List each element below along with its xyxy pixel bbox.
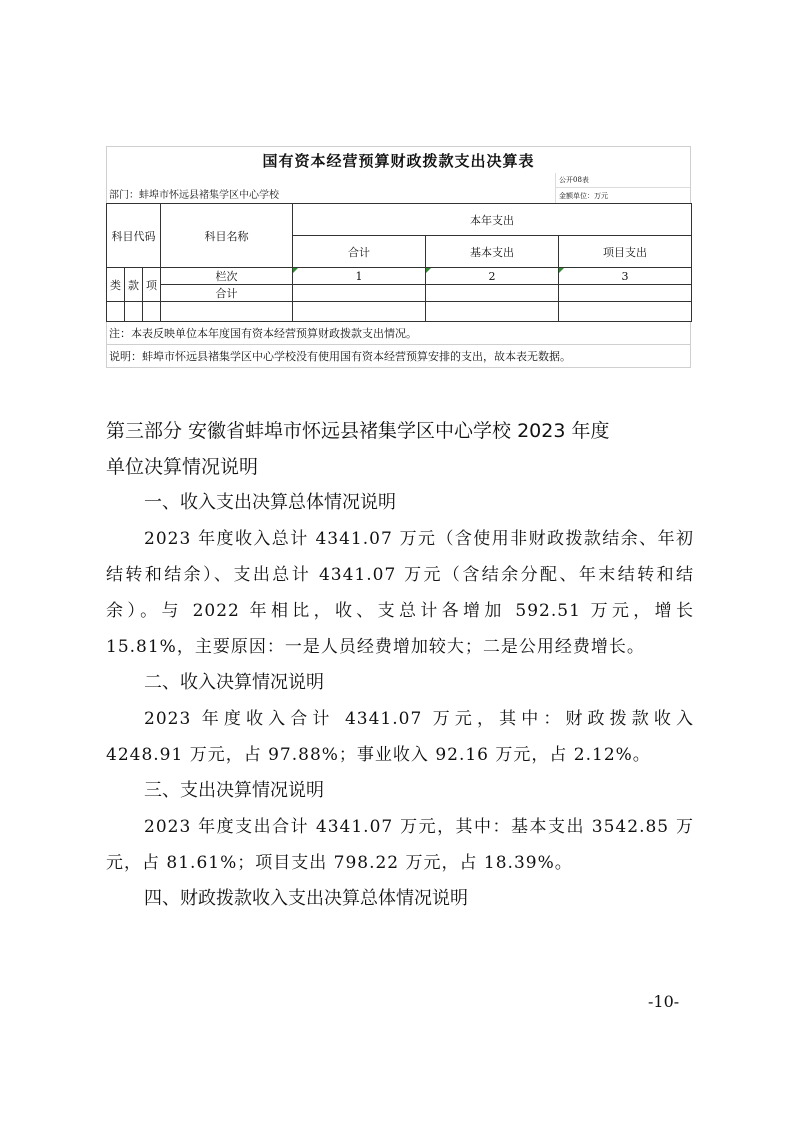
row-total-value-2 bbox=[426, 285, 559, 302]
col-no-3: 3 bbox=[559, 268, 692, 285]
table-note: 注：本表反映单位本年度国有资本经营预算财政拨款支出情况。 bbox=[106, 322, 691, 345]
table-explanation: 说明：蚌埠市怀远县褚集学区中心学校没有使用国有资本经营预算安排的支出，故本表无数据。 bbox=[106, 345, 691, 368]
empty-cell bbox=[426, 302, 559, 322]
code-class: 类 bbox=[107, 268, 125, 302]
form-code: 公开08表 bbox=[559, 176, 589, 184]
paragraph-3: 2023 年度支出合计 4341.07 万元，其中：基本支出 3542.85 万元，占 81.61%；项目支出 798.22 万元，占 18.39%。 bbox=[106, 817, 694, 873]
expenditure-table bbox=[106, 146, 691, 368]
header-subject-code: 科目代码 bbox=[107, 204, 161, 268]
empty-cell bbox=[559, 302, 692, 322]
row-total-label: 合计 bbox=[161, 285, 293, 302]
code-section: 款 bbox=[125, 268, 143, 302]
heading-3: 三、支出决算情况说明 bbox=[144, 780, 324, 801]
row-total-value-3 bbox=[559, 285, 692, 302]
heading-1: 一、收入支出决算总体情况说明 bbox=[144, 492, 396, 513]
col-no-1: 1 bbox=[293, 268, 426, 285]
empty-cell bbox=[125, 302, 143, 322]
col-basic: 基本支出 bbox=[426, 236, 559, 268]
table-grid bbox=[106, 203, 692, 322]
paragraph-1: 2023 年度收入总计 4341.07 万元（含使用非财政拨款结余、年初结转和结余）、支出总计 4341.07 万元（含结余分配、年末结转和结余）。与 2022 年相比，收、支总计各增加 592.51 万元，增长 15.81%，主要原因：一是人员经费增加较大；二是公用经费增长。 bbox=[106, 529, 694, 657]
page-number: -10- bbox=[648, 992, 680, 1011]
heading-2: 二、收入决算情况说明 bbox=[144, 672, 324, 693]
empty-cell bbox=[143, 302, 161, 322]
empty-cell bbox=[107, 302, 125, 322]
table-meta bbox=[106, 173, 691, 203]
col-no-2: 2 bbox=[426, 268, 559, 285]
table-title: 国有资本经营预算财政拨款支出决算表 bbox=[106, 146, 691, 173]
amount-unit: 金额单位：万元 bbox=[559, 192, 608, 200]
section-three bbox=[106, 413, 694, 917]
col-project: 项目支出 bbox=[559, 236, 692, 268]
heading-4: 四、财政拨款收入支出决算总体情况说明 bbox=[144, 888, 468, 909]
department-label: 部门：蚌埠市怀远县褚集学区中心学校 bbox=[109, 190, 279, 201]
part-title-line-1: 第三部分 安徽省蚌埠市怀远县褚集学区中心学校 2023 年度 bbox=[106, 420, 610, 442]
header-current-year: 本年支出 bbox=[293, 204, 692, 236]
part-title-line-2: 单位决算情况说明 bbox=[106, 456, 259, 478]
paragraph-2: 2023 年度收入合计 4341.07 万元，其中：财政拨款收入 4248.91 万元，占 97.88%；事业收入 92.16 万元，占 2.12%。 bbox=[106, 709, 694, 765]
header-subject-name: 科目名称 bbox=[161, 204, 293, 268]
row-total-value-1 bbox=[293, 285, 426, 302]
col-total: 合计 bbox=[293, 236, 426, 268]
empty-cell bbox=[161, 302, 293, 322]
empty-cell bbox=[293, 302, 426, 322]
row-column-label: 栏次 bbox=[161, 268, 293, 285]
code-item: 项 bbox=[143, 268, 161, 302]
